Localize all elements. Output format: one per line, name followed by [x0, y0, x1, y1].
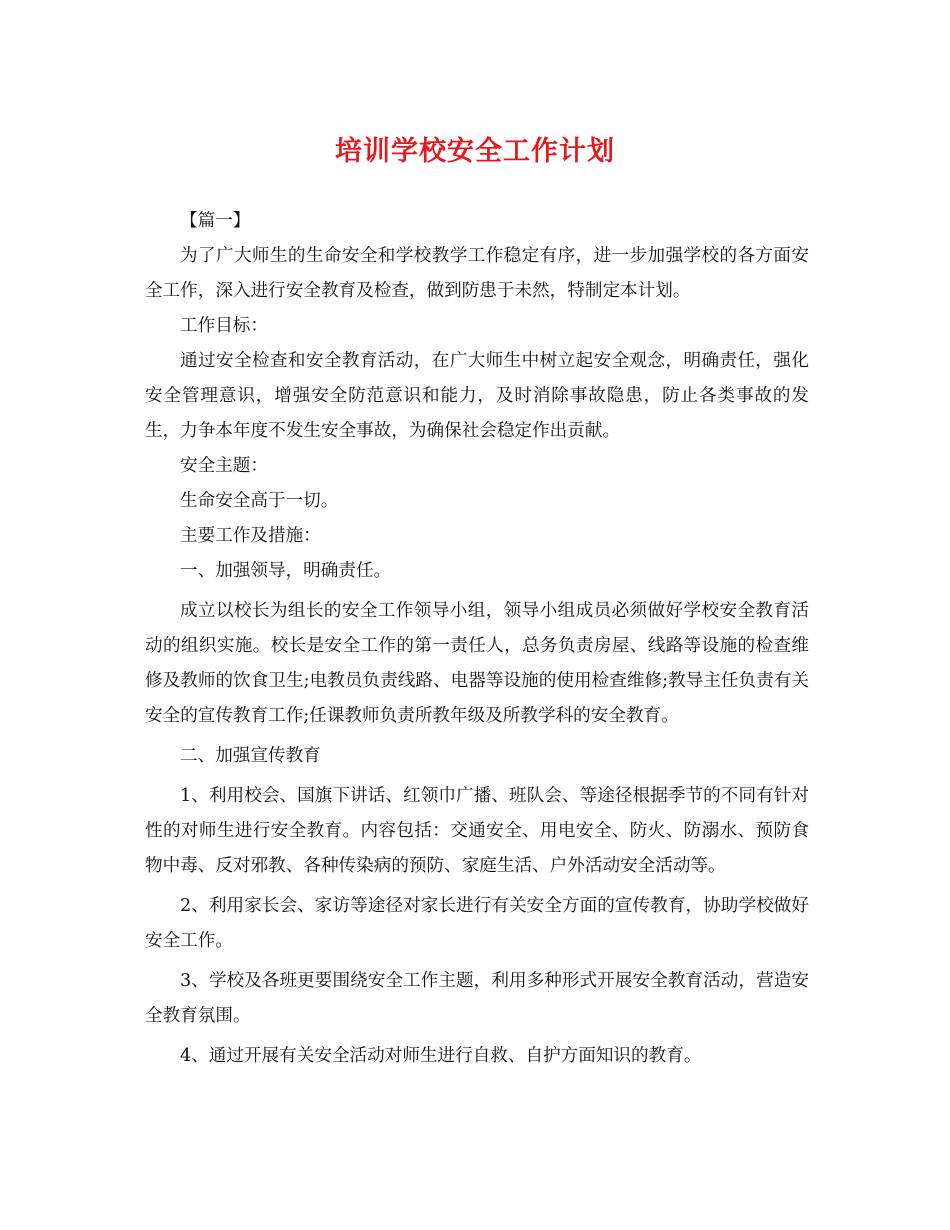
subheading-work-goal: 工作目标： — [180, 316, 268, 336]
list-heading: 二、加强宣传教育 — [180, 746, 321, 766]
list-heading: 一、加强领导，明确责任。 — [180, 561, 392, 581]
list-item: 1、利用校会、国旗下讲话、红领巾广播、班队会、等途径根据季节的不同有针对性的对师生进行安全教育。内容包括：交通安全、用电安全、防火、防溺水、预防食物中毒、反对邪教、各种传染病的预防、家庭生活、户外活动安全活动等。 — [145, 786, 809, 876]
document-body — [145, 204, 809, 1074]
document-title: 培训学校安全工作计划 — [335, 136, 615, 167]
list-item: 2、利用家长会、家访等途径对家长进行有关安全方面的宣传教育，协助学校做好安全工作。 — [145, 896, 809, 951]
body-paragraph: 通过安全检查和安全教育活动，在广大师生中树立起安全观念，明确责任，强化安全管理意识，增强安全防范意识和能力，及时消除事故隐患，防止各类事故的发生，力争本年度不发生安全事故，为确保社会稳定作出贡献。 — [145, 351, 809, 441]
section-heading: 【篇一】 — [180, 211, 251, 231]
subheading-main-measures: 主要工作及措施： — [180, 526, 321, 546]
body-paragraph: 生命安全高于一切。 — [180, 491, 339, 511]
body-paragraph: 成立以校长为组长的安全工作领导小组，领导小组成员必须做好学校安全教育活动的组织实施。校长是安全工作的第一责任人，总务负责房屋、线路等设施的检查维修及教师的饮食卫生;电教员负责线路、电器等设施的使用检查维修;教导主任负责有关安全的宣传教育工作;任课教师负责所教年级及所教学科的安全教育。 — [145, 601, 809, 726]
list-item: 3、学校及各班更要围绕安全工作主题，利用多种形式开展安全教育活动，营造安全教育氛围。 — [145, 971, 809, 1026]
body-paragraph: 为了广大师生的生命安全和学校教学工作稳定有序，进一步加强学校的各方面安全工作，深入进行安全教育及检查，做到防患于未然，特制定本计划。 — [145, 246, 809, 301]
subheading-safety-theme: 安全主题： — [180, 456, 268, 476]
list-item: 4、通过开展有关安全活动对师生进行自救、自护方面知识的教育。 — [180, 1046, 702, 1066]
